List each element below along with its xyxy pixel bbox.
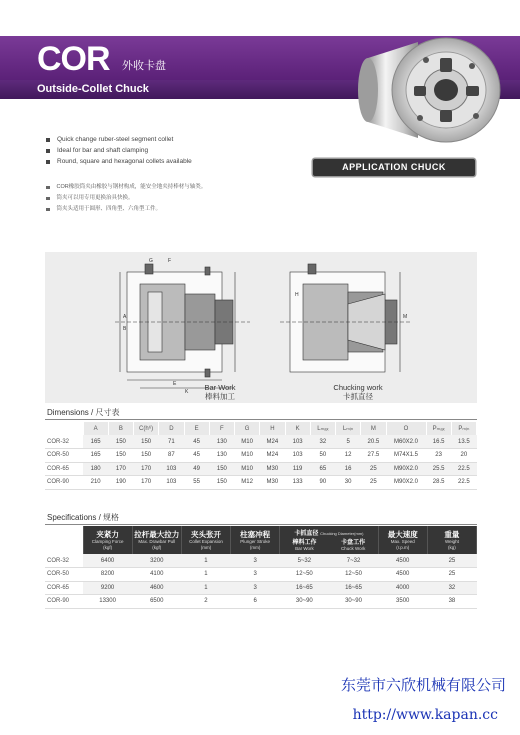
table-header-cell: F: [209, 422, 234, 435]
table-cell: 12~50: [280, 568, 329, 582]
table-cell: 3: [231, 581, 280, 595]
table-cell: 6400: [83, 554, 132, 568]
table-cell: 28.5: [426, 476, 451, 490]
table-cell: 150: [108, 435, 133, 449]
table-cell: 32: [427, 581, 476, 595]
svg-text:E: E: [173, 381, 177, 387]
table-header-cell: Lₘₐₓ: [310, 422, 335, 435]
table-cell: 23: [426, 449, 451, 463]
divider: [45, 419, 477, 420]
svg-text:G: G: [149, 258, 153, 264]
row-label: COR-90: [45, 476, 83, 490]
table-cell: M24: [260, 435, 285, 449]
table-cell: M90X2.0: [386, 476, 426, 490]
table-cell: 32: [310, 435, 335, 449]
svg-text:B: B: [123, 326, 127, 332]
table-header-cell: G: [235, 422, 260, 435]
list-item: 筒夹头适用于圆形、四角型、六角型工件。: [46, 204, 316, 215]
table-cell: 55: [184, 476, 209, 490]
table-cell: 170: [134, 462, 159, 476]
table-cell: 71: [159, 435, 184, 449]
table-cell: 25: [427, 568, 476, 582]
table-cell: 119: [285, 462, 310, 476]
company-name: 东莞市六欣机械有限公司: [340, 676, 506, 694]
table-header-cell: 夹头张开 Collet Expansion (mm): [181, 526, 230, 554]
technical-drawings: [45, 252, 477, 403]
table-cell: 8200: [83, 568, 132, 582]
table-header-cell: 夹紧力 Clamping Force (kgf): [83, 526, 132, 554]
table-cell: 49: [184, 462, 209, 476]
table-cell: 1: [181, 581, 230, 595]
table-cell: 165: [83, 449, 108, 463]
table-cell: 130: [209, 435, 234, 449]
table-cell: 150: [134, 449, 159, 463]
svg-text:A: A: [123, 314, 127, 320]
table-cell: 45: [184, 435, 209, 449]
table-cell: 170: [134, 476, 159, 490]
table-cell: M74X1.5: [386, 449, 426, 463]
table-cell: M10: [235, 462, 260, 476]
table-cell: 165: [83, 435, 108, 449]
row-label: COR-65: [45, 462, 83, 476]
table-header-cell: O: [386, 422, 426, 435]
table-cell: 103: [159, 476, 184, 490]
bullet-icon: [46, 149, 50, 153]
table-header-row: [45, 422, 477, 435]
list-item: COR橡胶筒夹由橡胶与钢材构成，能安全地夹持棒材与轴类。: [46, 182, 316, 193]
table-cell: 90: [310, 476, 335, 490]
product-subtitle: Outside-Collet Chuck: [37, 83, 149, 95]
row-label: COR-90: [45, 595, 83, 609]
table-header-cell: Lₘᵢₙ: [336, 422, 361, 435]
svg-text:F: F: [168, 258, 172, 264]
table-cell: 3500: [378, 595, 427, 609]
table-cell: 7~32: [329, 554, 378, 568]
table-cell: 4000: [378, 581, 427, 595]
table-cell: 38: [427, 595, 476, 609]
table-cell: 22.5: [451, 462, 476, 476]
table-cell: 3: [231, 554, 280, 568]
bullet-icon: [46, 160, 50, 164]
table-cell: 150: [209, 462, 234, 476]
table-cell: 45: [184, 449, 209, 463]
table-cell: 6500: [132, 595, 181, 609]
table-row: [45, 462, 477, 476]
row-label: COR-65: [45, 581, 83, 595]
table-row: [45, 449, 477, 463]
table-cell: 13300: [83, 595, 132, 609]
table-cell: 22.5: [451, 476, 476, 490]
bar-work-caption: Bar Work: [204, 383, 236, 392]
bullet-icon: [46, 138, 50, 142]
table-header-cell: B: [108, 422, 133, 435]
table-header-cell: E: [184, 422, 209, 435]
table-cell: 12~50: [329, 568, 378, 582]
technical-drawing-panel: [45, 252, 477, 403]
svg-text:H: H: [295, 292, 299, 298]
table-cell: 4600: [132, 581, 181, 595]
table-cell: 16.5: [426, 435, 451, 449]
table-cell: 150: [209, 476, 234, 490]
table-cell: 180: [83, 462, 108, 476]
row-label: COR-50: [45, 449, 83, 463]
table-cell: 103: [285, 435, 310, 449]
table-header-cell: K: [285, 422, 310, 435]
table-cell: M24: [260, 449, 285, 463]
table-cell: 150: [108, 449, 133, 463]
table-cell: 1: [181, 568, 230, 582]
bullet-icon: [46, 186, 50, 190]
table-cell: 210: [83, 476, 108, 490]
dimensions-title: Dimensions / 尺寸表: [47, 408, 120, 417]
table-cell: 20: [451, 449, 476, 463]
table-header-cell: D: [159, 422, 184, 435]
table-cell: 27.5: [361, 449, 386, 463]
table-header-cell: 重量 Weight (kg): [427, 526, 476, 554]
table-header-cell: A: [83, 422, 108, 435]
chucking-work-caption: Chucking work: [333, 383, 383, 392]
bullet-icon: [46, 208, 50, 212]
table-cell: 30~90: [280, 595, 329, 609]
table-cell: 25: [427, 554, 476, 568]
table-cell: 5: [336, 435, 361, 449]
table-row: [45, 595, 477, 609]
table-cell: 4500: [378, 568, 427, 582]
table-cell: 9200: [83, 581, 132, 595]
table-cell: 16~65: [280, 581, 329, 595]
table-cell: 20.5: [361, 435, 386, 449]
table-row: [45, 476, 477, 490]
feature-list: [46, 134, 316, 167]
table-header-cell: [45, 422, 83, 435]
table-cell: 4100: [132, 568, 181, 582]
svg-text:K: K: [185, 389, 189, 395]
product-title-cn: 外收卡盘: [122, 60, 166, 72]
table-cell: 25: [361, 476, 386, 490]
table-header-cell: 卡抓直径 Chucking Diameter(mm) 棒料工作 Bar Work 卡盘工作 Chuck Work: [280, 526, 378, 554]
table-row: [45, 435, 477, 449]
table-cell: 1: [181, 554, 230, 568]
table-row: [45, 568, 477, 582]
feature-list-cn: [46, 182, 316, 215]
list-item: Quick change ruber-steel segment collet: [46, 134, 316, 145]
table-cell: 16~65: [329, 581, 378, 595]
table-header-cell: 柱塞冲程 Plunger Stroke (mm): [231, 526, 280, 554]
table-header-cell: Pₘₐₓ: [426, 422, 451, 435]
dimensions-table: [45, 422, 477, 490]
table-cell: M12: [235, 476, 260, 490]
table-header-cell: 最大速度 Max. Speed (r.p.m): [378, 526, 427, 554]
table-cell: 13.5: [451, 435, 476, 449]
list-item: 筒夹可以用专用更换治具快换。: [46, 193, 316, 204]
table-header-cell: H: [260, 422, 285, 435]
row-label: COR-32: [45, 435, 83, 449]
table-header-row: [45, 526, 477, 554]
table-cell: M90X2.0: [386, 462, 426, 476]
table-cell: 150: [134, 435, 159, 449]
table-cell: 30: [336, 476, 361, 490]
specifications-table: [45, 526, 477, 609]
table-cell: M10: [235, 449, 260, 463]
table-row: [45, 581, 477, 595]
table-cell: 3200: [132, 554, 181, 568]
list-item: Ideal for bar and shaft clamping: [46, 145, 316, 156]
bar-work-caption-cn: 棒料加工: [205, 392, 235, 401]
table-header-cell: [45, 526, 83, 554]
website-link[interactable]: http://www.kapan.cc: [352, 707, 498, 723]
table-cell: 5~32: [280, 554, 329, 568]
row-label: COR-32: [45, 554, 83, 568]
table-cell: 25: [361, 462, 386, 476]
specifications-title: Specifications / 规格: [47, 513, 120, 522]
table-cell: M60X2.0: [386, 435, 426, 449]
table-cell: 2: [181, 595, 230, 609]
table-cell: 190: [108, 476, 133, 490]
table-cell: 103: [285, 449, 310, 463]
table-cell: 6: [231, 595, 280, 609]
table-cell: 16: [336, 462, 361, 476]
table-cell: 170: [108, 462, 133, 476]
bullet-icon: [46, 197, 50, 201]
table-row: [45, 554, 477, 568]
chucking-work-caption-cn: 卡抓直径: [343, 392, 373, 401]
divider: [45, 524, 477, 525]
table-cell: 30~90: [329, 595, 378, 609]
table-cell: 50: [310, 449, 335, 463]
table-cell: M10: [235, 435, 260, 449]
table-header-cell: Pₘᵢₙ: [451, 422, 476, 435]
table-cell: 103: [159, 462, 184, 476]
table-cell: 87: [159, 449, 184, 463]
svg-text:M: M: [403, 314, 408, 320]
table-header-cell: C(h⁶): [134, 422, 159, 435]
chuck-product-image: [348, 30, 512, 152]
row-label: COR-50: [45, 568, 83, 582]
table-cell: M30: [260, 476, 285, 490]
table-cell: 130: [209, 449, 234, 463]
table-cell: 65: [310, 462, 335, 476]
table-cell: 25.5: [426, 462, 451, 476]
table-cell: 3: [231, 568, 280, 582]
table-cell: 4500: [378, 554, 427, 568]
table-header-cell: M: [361, 422, 386, 435]
table-cell: M30: [260, 462, 285, 476]
table-cell: 133: [285, 476, 310, 490]
table-header-cell: 拉杆最大拉力 Max. Drawbar Pull (kgf): [132, 526, 181, 554]
table-cell: 12: [336, 449, 361, 463]
list-item: Round, square and hexagonal collets available: [46, 156, 316, 167]
product-title: COR: [37, 40, 110, 78]
application-chuck-badge: APPLICATION CHUCK: [313, 159, 475, 176]
